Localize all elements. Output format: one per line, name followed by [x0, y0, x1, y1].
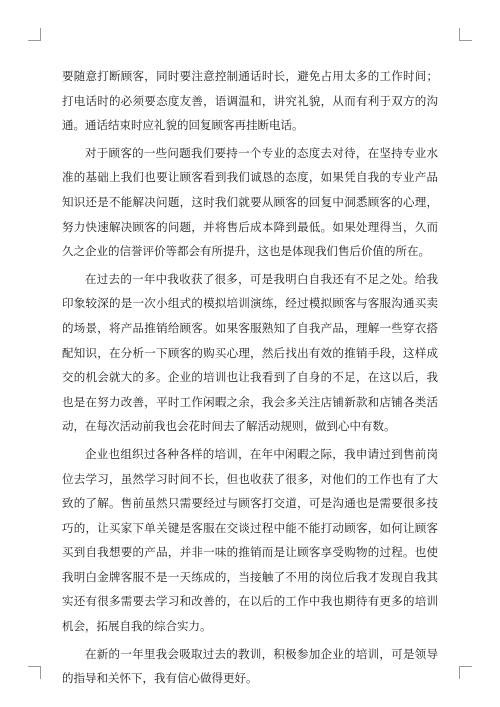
crop-mark-bottom-left: [28, 666, 41, 679]
paragraph-3: 在过去的一年中我收获了很多，可是我明白自我还有不足之处。给我印象较深的是一次小组式的模拟培训演练，经过模拟顾客与客服沟通买卖的场景，将产品推销给顾客。如果客服熟知了自我产品，理解一些穿衣搭配知识，在分析一下顾客的购买心理，然后找出有效的推销手段，这样成交的机会就大的多。企业的培训也让我看到了自身的不足，在这以后，我也是在努力改善，平时工作闲暇之余，我会多关注店铺新款和店铺各类活动，在每次活动前我也会花时间去了解活动规则，做到心中有数。: [62, 271, 438, 434]
paragraph-5: 在新的一年里我会吸取过去的教训，积极参加企业的培训，可是领导的指导和关怀下，我有信心做得更好。: [62, 646, 438, 686]
crop-mark-bottom-right: [459, 666, 472, 679]
crop-mark-top-right: [459, 28, 472, 41]
paragraph-1: 要随意打断顾客，同时要注意控制通话时长，避免占用太多的工作时间；打电话时的必须要态度友善，语调温和，讲究礼貌，从而有利于双方的沟通。通话结束时应礼貌的回复顾客再挂断电话。: [62, 69, 438, 133]
document-body: [62, 64, 438, 691]
paragraph-2: 对于顾客的一些问题我们要持一个专业的态度去对待，在坚持专业水准的基础上我们也要让顾客看到我们诚恳的态度，如果凭自我的专业产品知识还是不能解决问题，这时我们就要从顾客的回复中洞悉顾客的心理，努力快速解决顾客的问题，并将售后成本降到最低。如果处理得当，久而久之企业的信誉评价等都会有所提升，这也是体现我们售后价值的所在。: [62, 145, 438, 259]
paragraph-4: 企业也组织过各种各样的培训，在年中闲暇之际，我申请过到售前岗位去学习，虽然学习时间不长，但也收获了很多，对他们的工作也有了大致的了解。售前虽然只需要经过与顾客打交道，可是沟通也是需要很多技巧的，让买家下单关键是客服在交谈过程中能不能打动顾客，如何让顾客买到自我想要的产品，并非一味的推销而是让顾客享受购物的过程。也使我明白金牌客服不是一天练成的，当接触了不用的岗位后我才发现自我其实还有很多需要去学习和改善的，在以后的工作中我也期待有更多的培训机会，拓展自我的综合实力。: [62, 446, 438, 634]
crop-mark-top-left: [28, 28, 41, 41]
